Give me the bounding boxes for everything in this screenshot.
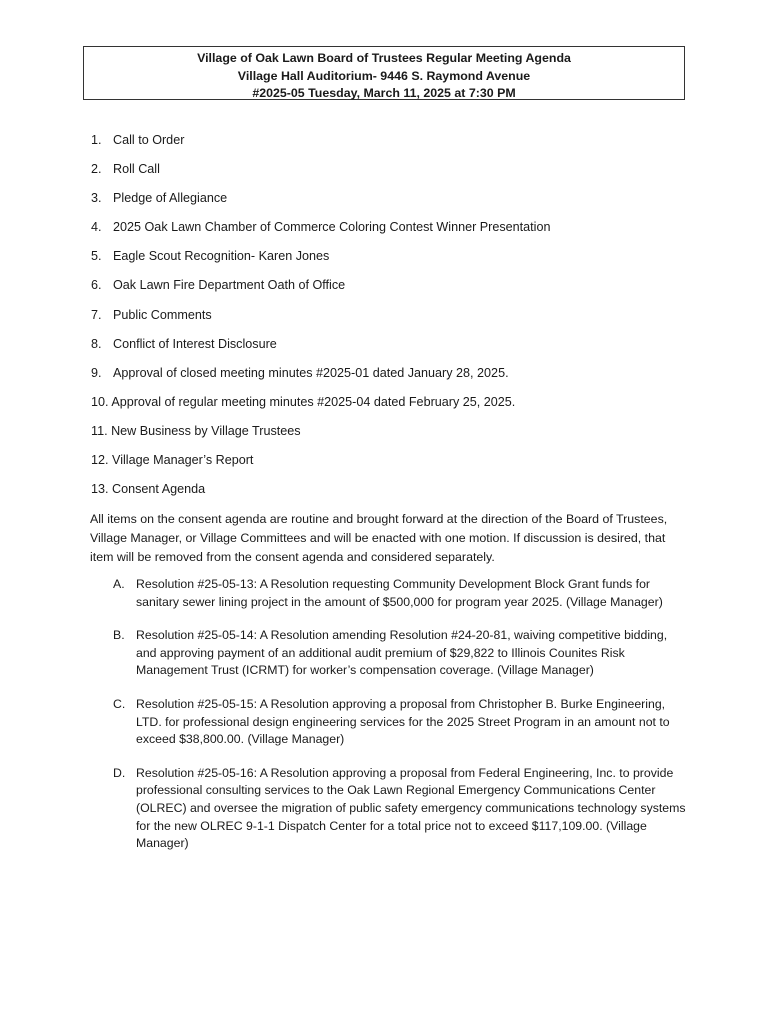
agenda-item-text: Village Manager’s Report — [112, 453, 254, 468]
agenda-item — [91, 423, 691, 452]
resolution-item — [113, 696, 688, 749]
resolution-text: Resolution #25-05-16: A Resolution approving a proposal from Federal Engineering, Inc. to provide professional consulting services to the Oak Lawn Regional Emergency Communications Center (OLREC) and oversee the migration of public safety emergency communications technology systems for the new OLREC 9-1-1 Dispatch Center for a total price not to exceed $117,109.00. (Village Manager) — [136, 765, 686, 851]
agenda-item — [91, 132, 691, 161]
agenda-item-text: Approval of closed meeting minutes #2025-01 dated January 28, 2025. — [113, 365, 509, 380]
agenda-item — [91, 365, 691, 394]
agenda-item — [91, 336, 691, 365]
agenda-location: Village Hall Auditorium- 9446 S. Raymond Avenue — [237, 68, 531, 83]
resolution-letter: C. — [113, 696, 126, 711]
agenda-item-number: 4. — [91, 220, 102, 235]
resolution-text: Resolution #25-05-15: A Resolution approving a proposal from Christopher B. Burke Engineering, LTD. for professional design engineering services for the 2025 Street Program in an amount not to exceed $38,800.00. (Village Manager) — [136, 696, 670, 747]
agenda-item — [91, 394, 691, 423]
agenda-item-number: 2. — [91, 162, 102, 177]
agenda-item-number: 12. — [91, 453, 109, 468]
resolution-letter: B. — [113, 628, 125, 643]
resolution-item — [113, 765, 688, 853]
agenda-item — [91, 190, 691, 219]
agenda-item-text: Pledge of Allegiance — [113, 191, 228, 206]
resolution-text: Resolution #25-05-14: A Resolution amending Resolution #24-20-81, waiving competitive bidding, and approving payment of an additional audit premium of $29,822 to Illinois Counites Risk Management Trust (ICRMT) for worker’s compensation coverage. (Village Manager) — [136, 628, 668, 678]
resolution-letter: A. — [113, 577, 125, 591]
resolution-item — [113, 627, 688, 680]
agenda-item-number: 10. — [91, 394, 109, 409]
agenda-item — [91, 452, 691, 481]
agenda-item-number: 1. — [91, 133, 102, 147]
agenda-item-number: 5. — [91, 249, 102, 264]
agenda-item-number: 9. — [91, 365, 102, 380]
agenda-item-text: 2025 Oak Lawn Chamber of Commerce Coloring Contest Winner Presentation — [113, 220, 551, 235]
agenda-item — [91, 161, 691, 190]
agenda-item-text: Call to Order — [113, 133, 185, 147]
agenda-item-text: Conflict of Interest Disclosure — [113, 336, 277, 351]
agenda-item-number: 3. — [91, 191, 102, 206]
agenda-date: #2025-05 Tuesday, March 11, 2025 at 7:30 PM — [252, 86, 516, 100]
resolution-text: Resolution #25-05-13: A Resolution requesting Community Development Block Grant funds for sanitary sewer lining project in the amount of $500,000 for program year 2025. (Village Manager) — [136, 577, 663, 609]
agenda-item — [91, 277, 691, 306]
agenda-item — [91, 307, 691, 336]
agenda-item-text: Eagle Scout Recognition- Karen Jones — [113, 249, 330, 264]
agenda-item-number: 13. — [91, 482, 109, 497]
resolution-letter: D. — [113, 765, 126, 780]
agenda-item-number: 11. — [91, 423, 108, 438]
agenda-item-text: Oak Lawn Fire Department Oath of Office — [113, 278, 346, 293]
agenda-item — [91, 219, 691, 248]
resolution-item — [113, 576, 688, 611]
agenda-header-box — [83, 46, 685, 100]
agenda-item-text: Consent Agenda — [112, 482, 206, 497]
agenda-item-text: Roll Call — [113, 162, 160, 177]
agenda-item-text: New Business by Village Trustees — [111, 423, 301, 438]
agenda-item-text: Public Comments — [113, 307, 212, 322]
agenda-item — [91, 248, 691, 277]
agenda-title: Village of Oak Lawn Board of Trustees Regular Meeting Agenda — [197, 51, 571, 65]
consent-agenda-description: All items on the consent agenda are routine and brought forward at the direction of the Board of Trustees, Village Manager, or Village Committees and will be enacted with one motion. If discussion is desired, that item will be removed from the consent agenda and considered separately. — [90, 512, 668, 564]
agenda-item-number: 7. — [91, 307, 102, 322]
agenda-item-number: 8. — [91, 336, 102, 351]
agenda-item — [91, 481, 691, 510]
agenda-list — [91, 132, 691, 510]
resolution-list — [113, 576, 688, 853]
agenda-item-number: 6. — [91, 278, 102, 293]
agenda-item-text: Approval of regular meeting minutes #2025-04 dated February 25, 2025. — [111, 394, 516, 409]
